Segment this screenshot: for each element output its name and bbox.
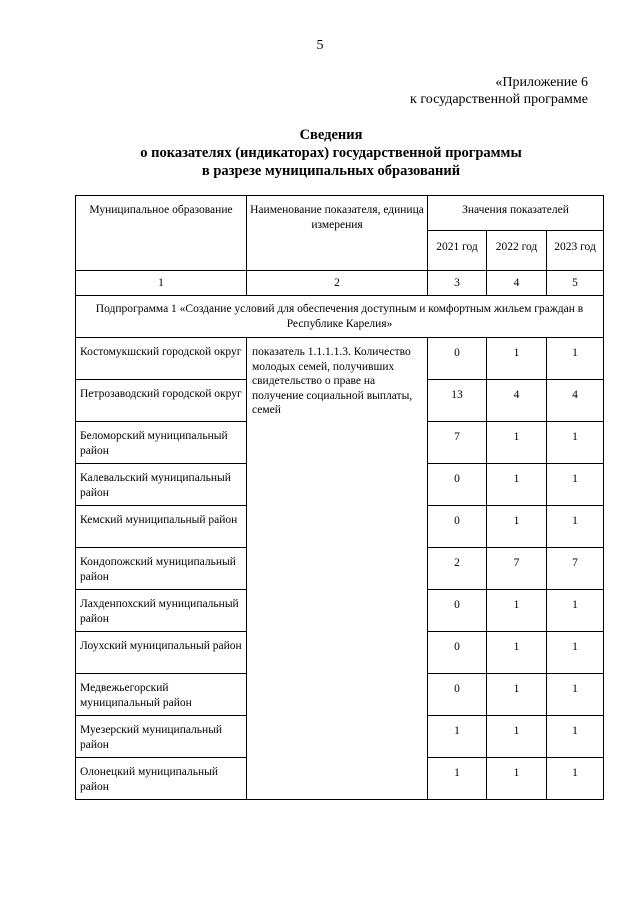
value-2022: 1 xyxy=(487,506,547,548)
column-number: 1 xyxy=(76,271,247,296)
header-year-2021: 2021 год xyxy=(428,231,487,271)
column-number: 3 xyxy=(428,271,487,296)
header-year-2022: 2022 год xyxy=(487,231,547,271)
header-values: Значения показателей xyxy=(428,196,604,231)
value-2021: 0 xyxy=(428,674,487,716)
value-2021: 7 xyxy=(428,422,487,464)
value-2023: 1 xyxy=(547,674,604,716)
value-2023: 1 xyxy=(547,758,604,800)
municipality-name: Медвежьегорский муниципальный район xyxy=(76,674,247,716)
municipality-name: Петрозаводский городской округ xyxy=(76,380,247,422)
value-2023: 1 xyxy=(547,338,604,380)
subprogram-row xyxy=(76,296,604,338)
municipality-name: Кондопожский муниципальный район xyxy=(76,548,247,590)
value-2023: 1 xyxy=(547,716,604,758)
column-number: 5 xyxy=(547,271,604,296)
municipality-name: Лоухский муниципальный район xyxy=(76,632,247,674)
appendix-line-1: «Приложение 6 xyxy=(495,75,588,90)
value-2022: 1 xyxy=(487,590,547,632)
value-2021: 1 xyxy=(428,716,487,758)
value-2023: 1 xyxy=(547,632,604,674)
value-2021: 0 xyxy=(428,632,487,674)
header-year-2023: 2023 год xyxy=(547,231,604,271)
value-2022: 1 xyxy=(487,338,547,380)
column-number: 4 xyxy=(487,271,547,296)
value-2023: 4 xyxy=(547,380,604,422)
column-number: 2 xyxy=(247,271,428,296)
value-2022: 1 xyxy=(487,632,547,674)
column-numbers-row xyxy=(76,271,604,296)
subprogram-title: Подпрограмма 1 «Создание условий для обеспечения доступным и комфортным жильем граждан в Республике Карелия» xyxy=(76,296,604,338)
value-2022: 7 xyxy=(487,548,547,590)
municipality-name: Лахденпохский муниципальный район xyxy=(76,590,247,632)
appendix-note xyxy=(410,74,588,108)
value-2021: 0 xyxy=(428,338,487,380)
value-2022: 4 xyxy=(487,380,547,422)
value-2021: 0 xyxy=(428,590,487,632)
indicators-table xyxy=(75,195,604,800)
table-row xyxy=(76,338,604,380)
value-2022: 1 xyxy=(487,422,547,464)
municipality-name: Калевальский муниципальный район xyxy=(76,464,247,506)
value-2023: 1 xyxy=(547,506,604,548)
header-row xyxy=(76,196,604,231)
municipality-name: Беломорский муниципальный район xyxy=(76,422,247,464)
municipality-name: Олонецкий муниципальный район xyxy=(76,758,247,800)
value-2021: 1 xyxy=(428,758,487,800)
appendix-line-2: к государственной программе xyxy=(410,92,588,107)
municipality-name: Кемский муниципальный район xyxy=(76,506,247,548)
value-2023: 1 xyxy=(547,590,604,632)
municipality-name: Костомукшский городской округ xyxy=(76,338,247,380)
value-2022: 1 xyxy=(487,758,547,800)
value-2022: 1 xyxy=(487,716,547,758)
value-2023: 1 xyxy=(547,464,604,506)
title-line-2: о показателях (индикаторах) государственной программы xyxy=(140,145,522,161)
title-line-3: в разрезе муниципальных образований xyxy=(201,163,461,179)
value-2022: 1 xyxy=(487,674,547,716)
value-2023: 1 xyxy=(547,422,604,464)
document-title xyxy=(0,126,640,180)
value-2021: 2 xyxy=(428,548,487,590)
header-municipality: Муниципальное образование xyxy=(76,196,247,271)
title-line-1: Сведения xyxy=(299,127,363,143)
page-number: 5 xyxy=(316,38,324,53)
value-2023: 7 xyxy=(547,548,604,590)
municipality-name: Муезерский муниципальный район xyxy=(76,716,247,758)
indicator-name: показатель 1.1.1.1.3. Количество молодых семей, получивших свидетельство о праве на получение социальной выплаты, семей xyxy=(247,338,428,800)
value-2021: 0 xyxy=(428,464,487,506)
value-2021: 0 xyxy=(428,506,487,548)
value-2022: 1 xyxy=(487,464,547,506)
header-indicator: Наименование показателя, единица измерения xyxy=(247,196,428,271)
value-2021: 13 xyxy=(428,380,487,422)
